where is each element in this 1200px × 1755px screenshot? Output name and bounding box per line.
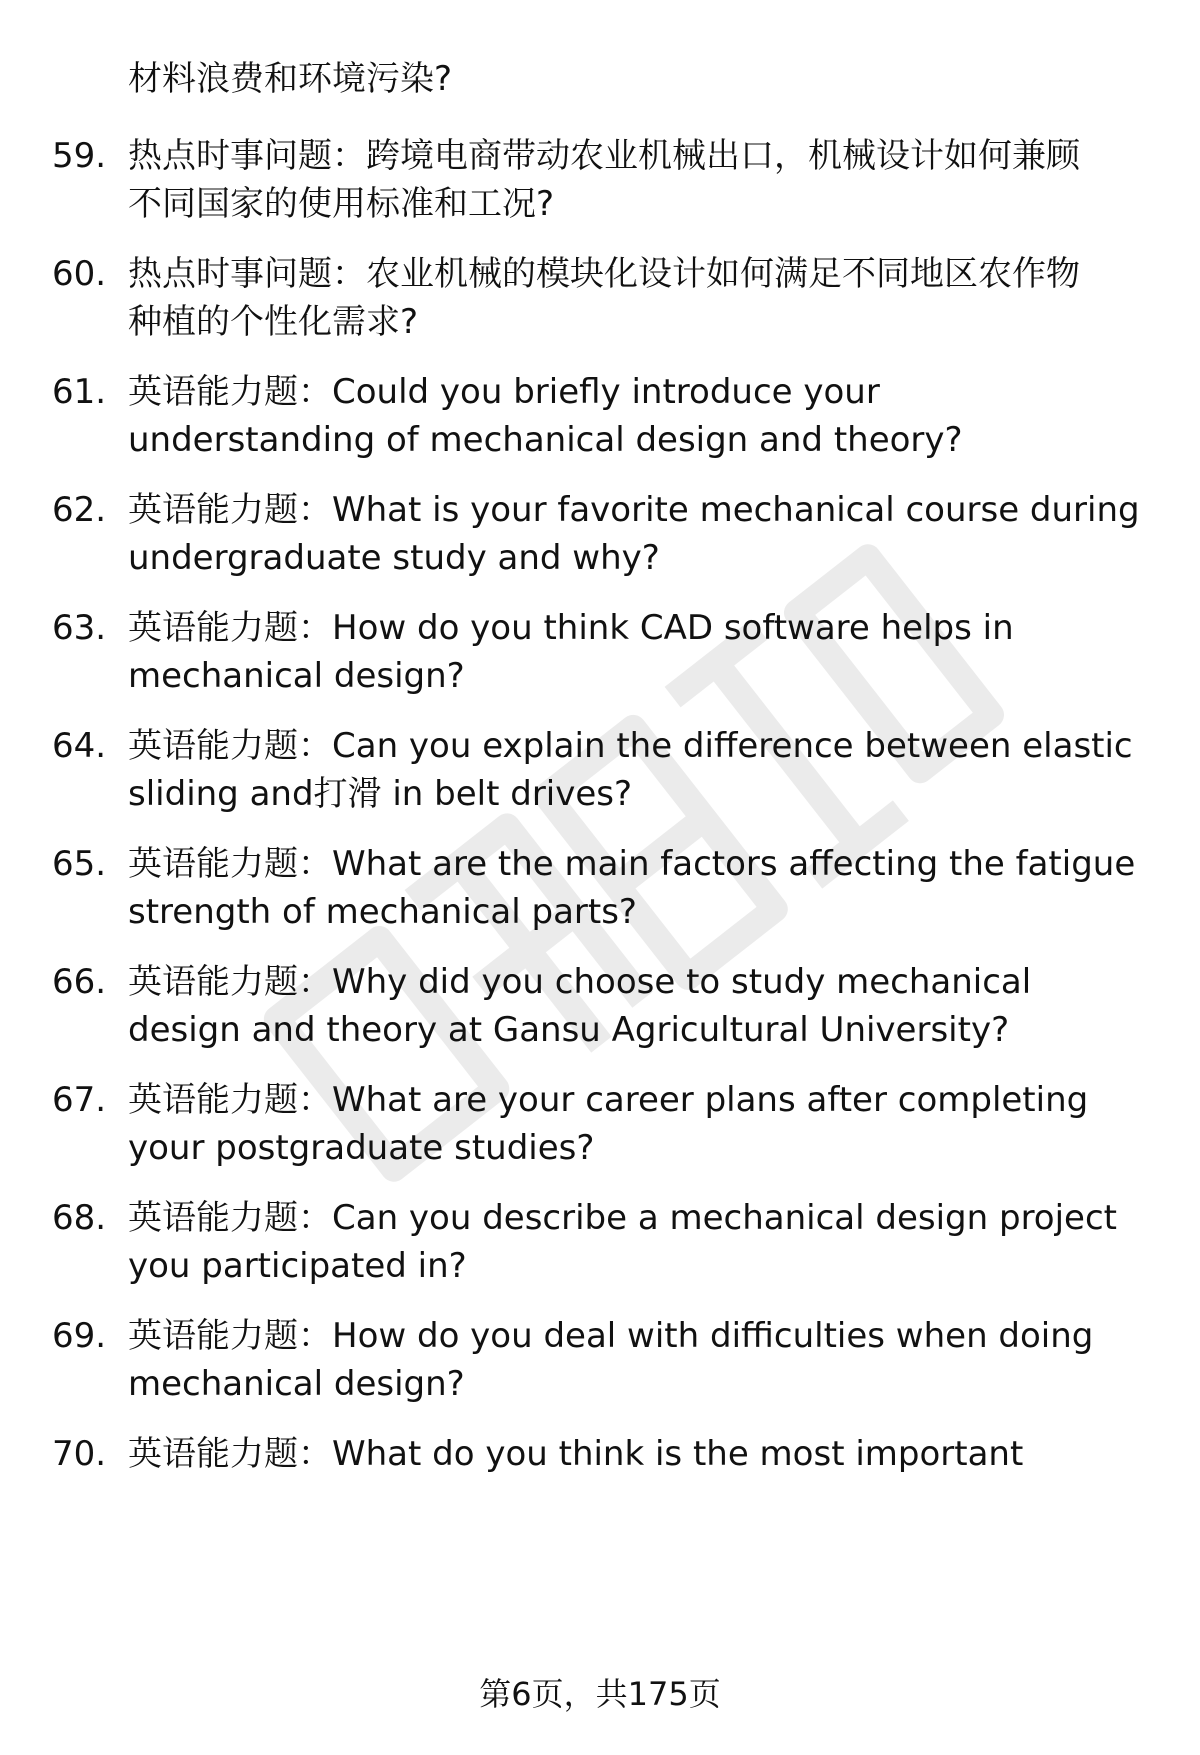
question-text-line: 英语能力题：Can you explain the difference between elastic bbox=[128, 726, 1133, 766]
question-text-line: your postgraduate studies? bbox=[128, 1128, 595, 1168]
question-text-line: 不同国家的使用标准和工况? bbox=[128, 184, 555, 224]
question-number: 59. bbox=[52, 136, 107, 176]
question-number: 63. bbox=[52, 608, 107, 648]
question-text-line: 英语能力题：How do you deal with difficulties when doing bbox=[128, 1316, 1094, 1356]
question-text-line: 英语能力题：Can you describe a mechanical design project bbox=[128, 1198, 1117, 1238]
question-text-line: strength of mechanical parts? bbox=[128, 892, 637, 932]
question-text-line: undergraduate study and why? bbox=[128, 538, 660, 578]
question-text-line: 英语能力题：What do you think is the most important bbox=[128, 1434, 1024, 1474]
question-text-line: 英语能力题：Could you briefly introduce your bbox=[128, 372, 880, 412]
question-text-line: 热点时事问题：跨境电商带动农业机械出口，机械设计如何兼顾 bbox=[128, 136, 1080, 176]
question-text-line: 种植的个性化需求? bbox=[128, 302, 419, 342]
question-text-line: you participated in? bbox=[128, 1246, 467, 1286]
question-number: 60. bbox=[52, 254, 107, 294]
question-number: 69. bbox=[52, 1316, 107, 1356]
question-text-line: design and theory at Gansu Agricultural University? bbox=[128, 1010, 1010, 1050]
question-text-line: 英语能力题：How do you think CAD software helps in bbox=[128, 608, 1014, 648]
question-text-line: 英语能力题：Why did you choose to study mechanical bbox=[128, 962, 1032, 1002]
question-text-line: sliding and打滑 in belt drives? bbox=[128, 774, 633, 814]
page-number-footer: 第6页，共175页 bbox=[479, 1675, 721, 1713]
question-number: 65. bbox=[52, 844, 107, 884]
question-number: 62. bbox=[52, 490, 107, 530]
question-text-line: understanding of mechanical design and theory? bbox=[128, 420, 963, 460]
question-text-line: 英语能力题：What are your career plans after completing bbox=[128, 1080, 1089, 1120]
question-number: 68. bbox=[52, 1198, 107, 1238]
question-number: 67. bbox=[52, 1080, 107, 1120]
question-text-line: 英语能力题：What are the main factors affecting the fatigue bbox=[128, 844, 1136, 884]
question-text-line: mechanical design? bbox=[128, 656, 465, 696]
question-text-line: 热点时事问题：农业机械的模块化设计如何满足不同地区农作物 bbox=[128, 254, 1080, 294]
question-text-line: 英语能力题：What is your favorite mechanical course during bbox=[128, 490, 1140, 530]
question-number: 61. bbox=[52, 372, 107, 412]
question-number: 66. bbox=[52, 962, 107, 1002]
question-number: 64. bbox=[52, 726, 107, 766]
question-continuation-text: 材料浪费和环境污染? bbox=[128, 59, 453, 99]
question-text-line: mechanical design? bbox=[128, 1364, 465, 1404]
question-number: 70. bbox=[52, 1434, 107, 1474]
